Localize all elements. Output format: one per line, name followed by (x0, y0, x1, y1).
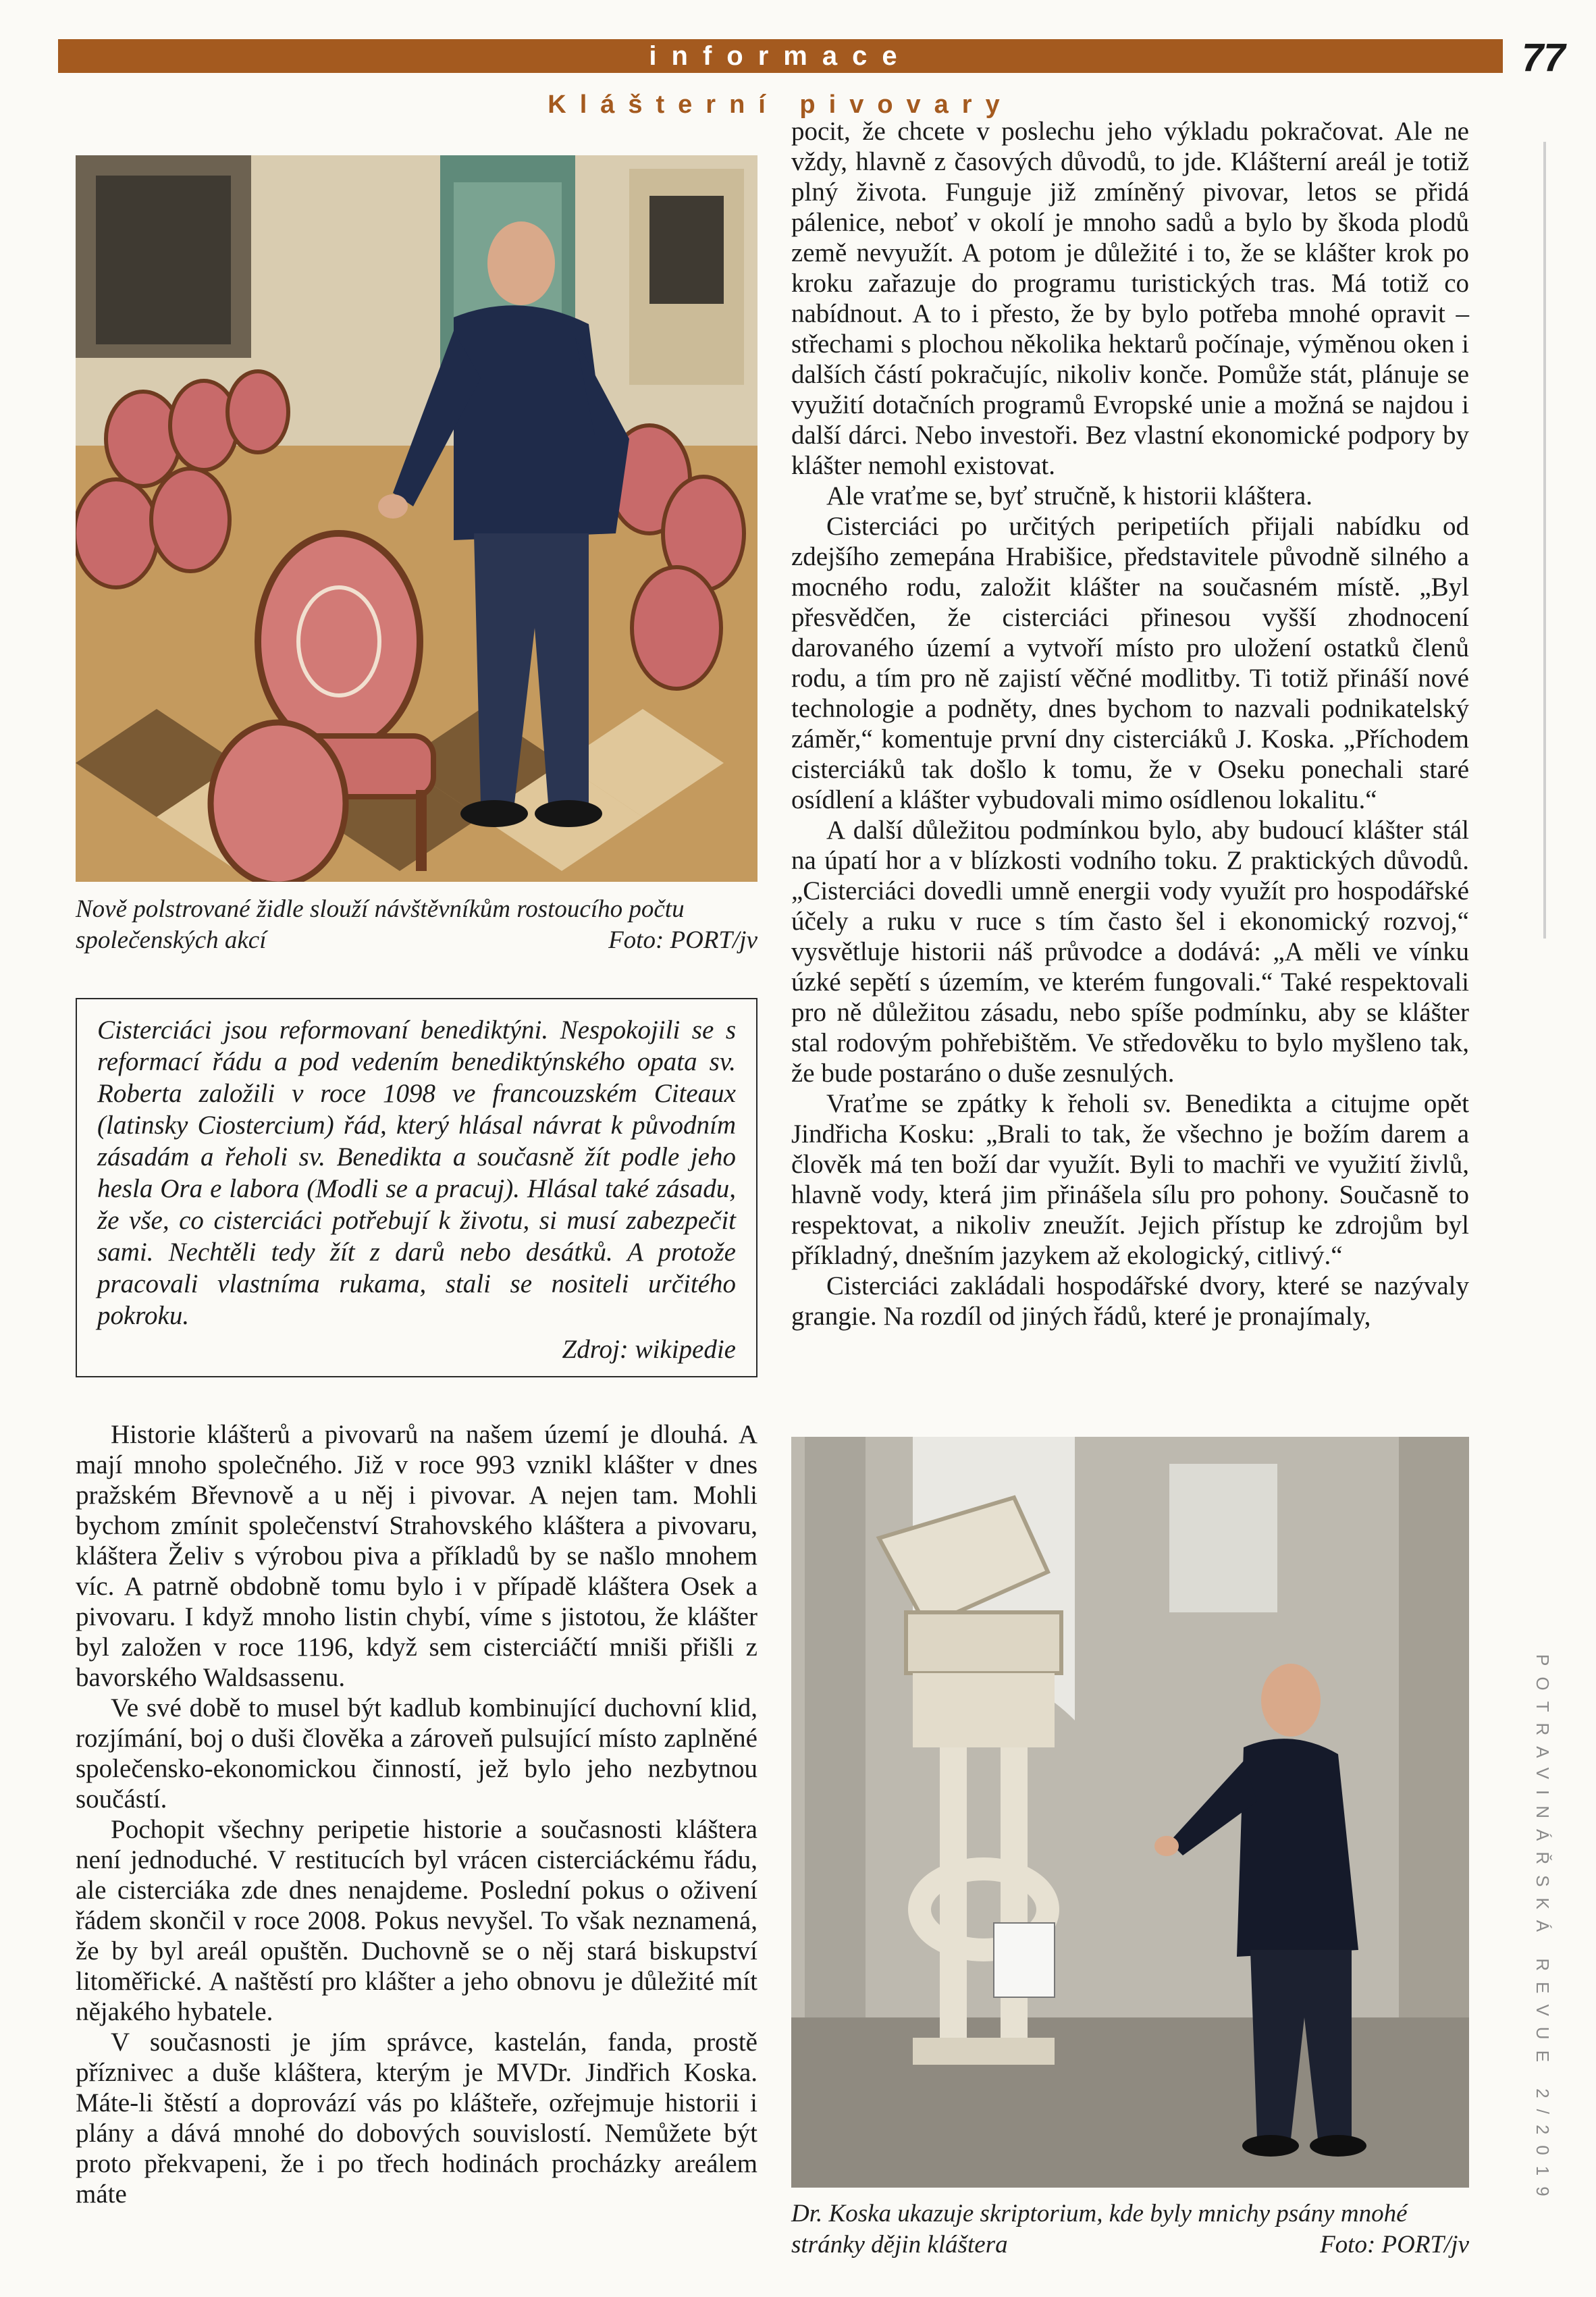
body-column-left (76, 1419, 757, 2209)
photo-chairs (76, 155, 757, 882)
photo-scriptorium-caption-text: Dr. Koska ukazuje skriptorium, kde byly mnichy psány mnohé stránky dějin kláštera (791, 2200, 1408, 2259)
photo-chairs-caption-text: Nově polstrované židle slouží návštěvníkům rostoucího počtu společenských akcí (76, 895, 685, 954)
body-paragraph: Ale vraťme se, byť stručně, k historii kláštera. (826, 481, 1312, 510)
body-paragraph-continuation: pocit, že chcete v poslechu jeho výkladu pokračovat. Ale ne vždy, hlavně z časových důvodů, to jde. Klášterní areál je totiž plný života. Funguje již zmíněný pivovar, letos se přidá pálenice, neboť v okolí je mnoho sadů a bylo by škoda plodů země nevyužít. A potom je důležité i to, že se klášter krok po kroku zařazuje do programu turistických tras. Má totiž co nabídnout. A to i přesto, že by bylo potřeba mnohé opravit – střechami s plochou několika hektarů počínaje, výměnou oken i dalších částí pokračujíc, nikoliv konče. Pomůže stát, plánuje se využití dotačních programů Evropské unie a možná se najdou i další dárci. Nebo investoři. Bez vlastní ekonomické podpory by klášter nemohl existovat. (791, 117, 1469, 480)
body-paragraph: Vraťme se zpátky k řeholi sv. Benedikta a citujme opět Jindřicha Kosku: „Brali to tak, že všechno je božím darem a člověk má ten boží dar využít. Byli to machři ve využití živlů, hlavně vody, která jim přinášela sílu pro pohony. Současně to respektovat, a nikoliv zneužít. Jejich přístup ke zdrojům byl příkladný, dnešním jazykem až ekologický, citlivý.“ (791, 1089, 1469, 1270)
info-box-source: Zdroj: wikipedie (562, 1335, 736, 1364)
body-paragraph: A další důležitou podmínkou bylo, aby budoucí klášter stál na úpatí hor a v blízkosti vodního toku. Z praktických důvodů. „Cisterciáci dovedli umně energii vody využít pro hospodářské účely a ruku v ruce s tím často šel i ekonomický rozvoj,“ vysvětluje historii náš průvodce a dodává: „A měli ve vínku úzké sepětí s územím, ve kterém fungovali.“ Také respektovali pro ně důležitou zásadu, nebo spíše podmínku, aby se klášter stal rodovým pohřebištěm. Ve středověku to bylo myšleno tak, že bude postaráno o duše zesnulých. (791, 816, 1469, 1088)
body-paragraph: Historie klášterů a pivovarů na našem území je dlouhá. A mají mnoho společného. Již v roce 993 vznikl klášter v dnes pražském Břevnově a u něj i pivovar. A nejen tam. Mohli bychom zmínit společenství Strahovského kláštera a pivovaru, kláštera Želiv s výrobou piva a příkladů by se našlo mnohem víc. A patrně obdobně tomu bylo i v případě kláštera Osek a pivovaru. I když mnoho listin chybí, víme s jistotou, že klášter byl založen v roce 1196, když sem cisterciáčtí mniši přišli z bavorského Waldsassenu. (76, 1420, 757, 1692)
section-header-bar (58, 39, 1503, 73)
magazine-side-label: POTRAVINÁŘSKÁ REVUE 2/2019 (1533, 1654, 1553, 2207)
body-paragraph: V současnosti je jím správce, kastelán, fanda, prostě příznivec a duše kláštera, kterým je MVDr. Jindřich Koska. Máte-li štěstí a doprovází vás po klášteře, ozřejmuje historii i plány a dává mnohé do dobových souvislostí. Nemůžete být proto překvapeni, že i po třech hodinách procházky areálem máte (76, 2028, 757, 2209)
photo-scriptorium (791, 1437, 1469, 2188)
info-box-text: Cisterciáci jsou reformovaní benediktýni. Nespokojili se s reformací řádu a pod vedením benediktýnského opata sv. Roberta založili v roce 1098 ve francouzském Citeaux (latinsky Ciostercium) řád, který hlásal návrat k původním zásadám a řeholi sv. Benedikta a současně žít podle jeho hesla Ora e labora (Modli se a pracuj). Hlásal také zásadu, že vše, co cisterciáci potřebují k životu, si musí zabezpečit sami. Nechtěli tedy žít z darů nebo desátků. A protože pracovali vlastníma rukama, stali se nositeli určitého pokroku. (97, 1015, 736, 1330)
photo-scriptorium-credit: Foto: PORT/jv (1320, 2231, 1469, 2259)
photo-chairs-caption (76, 894, 757, 956)
body-paragraph: Pochopit všechny peripetie historie a současnosti kláštera není jednoduché. V restitucích byl vrácen cisterciáckému řádu, ale cisterciáka zde dnes nenajdeme. Poslední pokus o oživení řádem skončil v roce 2008. Pokus nevyšel. To však neznamená, že by byl areál opuštěn. Duchovně se o něj stará biskupství litoměřické. A naštěstí pro klášter a jeho obnovu je důležité mít nějakého hybatele. (76, 1815, 757, 2026)
info-box-cistercians (76, 998, 757, 1377)
side-rule (1543, 142, 1546, 939)
body-paragraph: Ve své době to musel být kadlub kombinující duchovní klid, rozjímání, boj o duši člověka a zároveň pulsující místo zaplněné společensko-ekonomickou činností, jež bylo jeho nezbytnou součástí. (76, 1693, 757, 1814)
body-paragraph: Cisterciáci zakládali hospodářské dvory, které se nazývaly grangie. Na rozdíl od jiných řádů, které je pronajímaly, (791, 1271, 1469, 1331)
page-number: 77 (1522, 36, 1566, 80)
section-label: informace (649, 41, 912, 71)
photo-chairs-credit: Foto: PORT/jv (608, 926, 757, 954)
article-kicker: Klášterní pivovary (548, 90, 1013, 119)
body-paragraph: Cisterciáci po určitých peripetiích přijali nabídku od zdejšího zemepána Hrabišice, představitele původně silného a mocného rodu, založit klášter na současném místě. „Byl přesvědčen, že cisterciáci přinesou vyšší zhodnocení darovaného území a vytvoří místo pro uložení ostatků členů rodu, a tím pro ně zajistí věčné modlitby. Ti totiž přináší nové technologie a podněty, dnes bychom to nazvali podnikatelský záměr,“ komentuje první dny cisterciáků J. Koska. „Příchodem cisterciáků tak došlo k tomu, že v Oseku ponechali staré osídlení a klášter vybudovali mimo osídlenou lokalitu.“ (791, 512, 1469, 814)
body-column-right (791, 116, 1469, 1331)
photo-scriptorium-caption (791, 2198, 1469, 2261)
